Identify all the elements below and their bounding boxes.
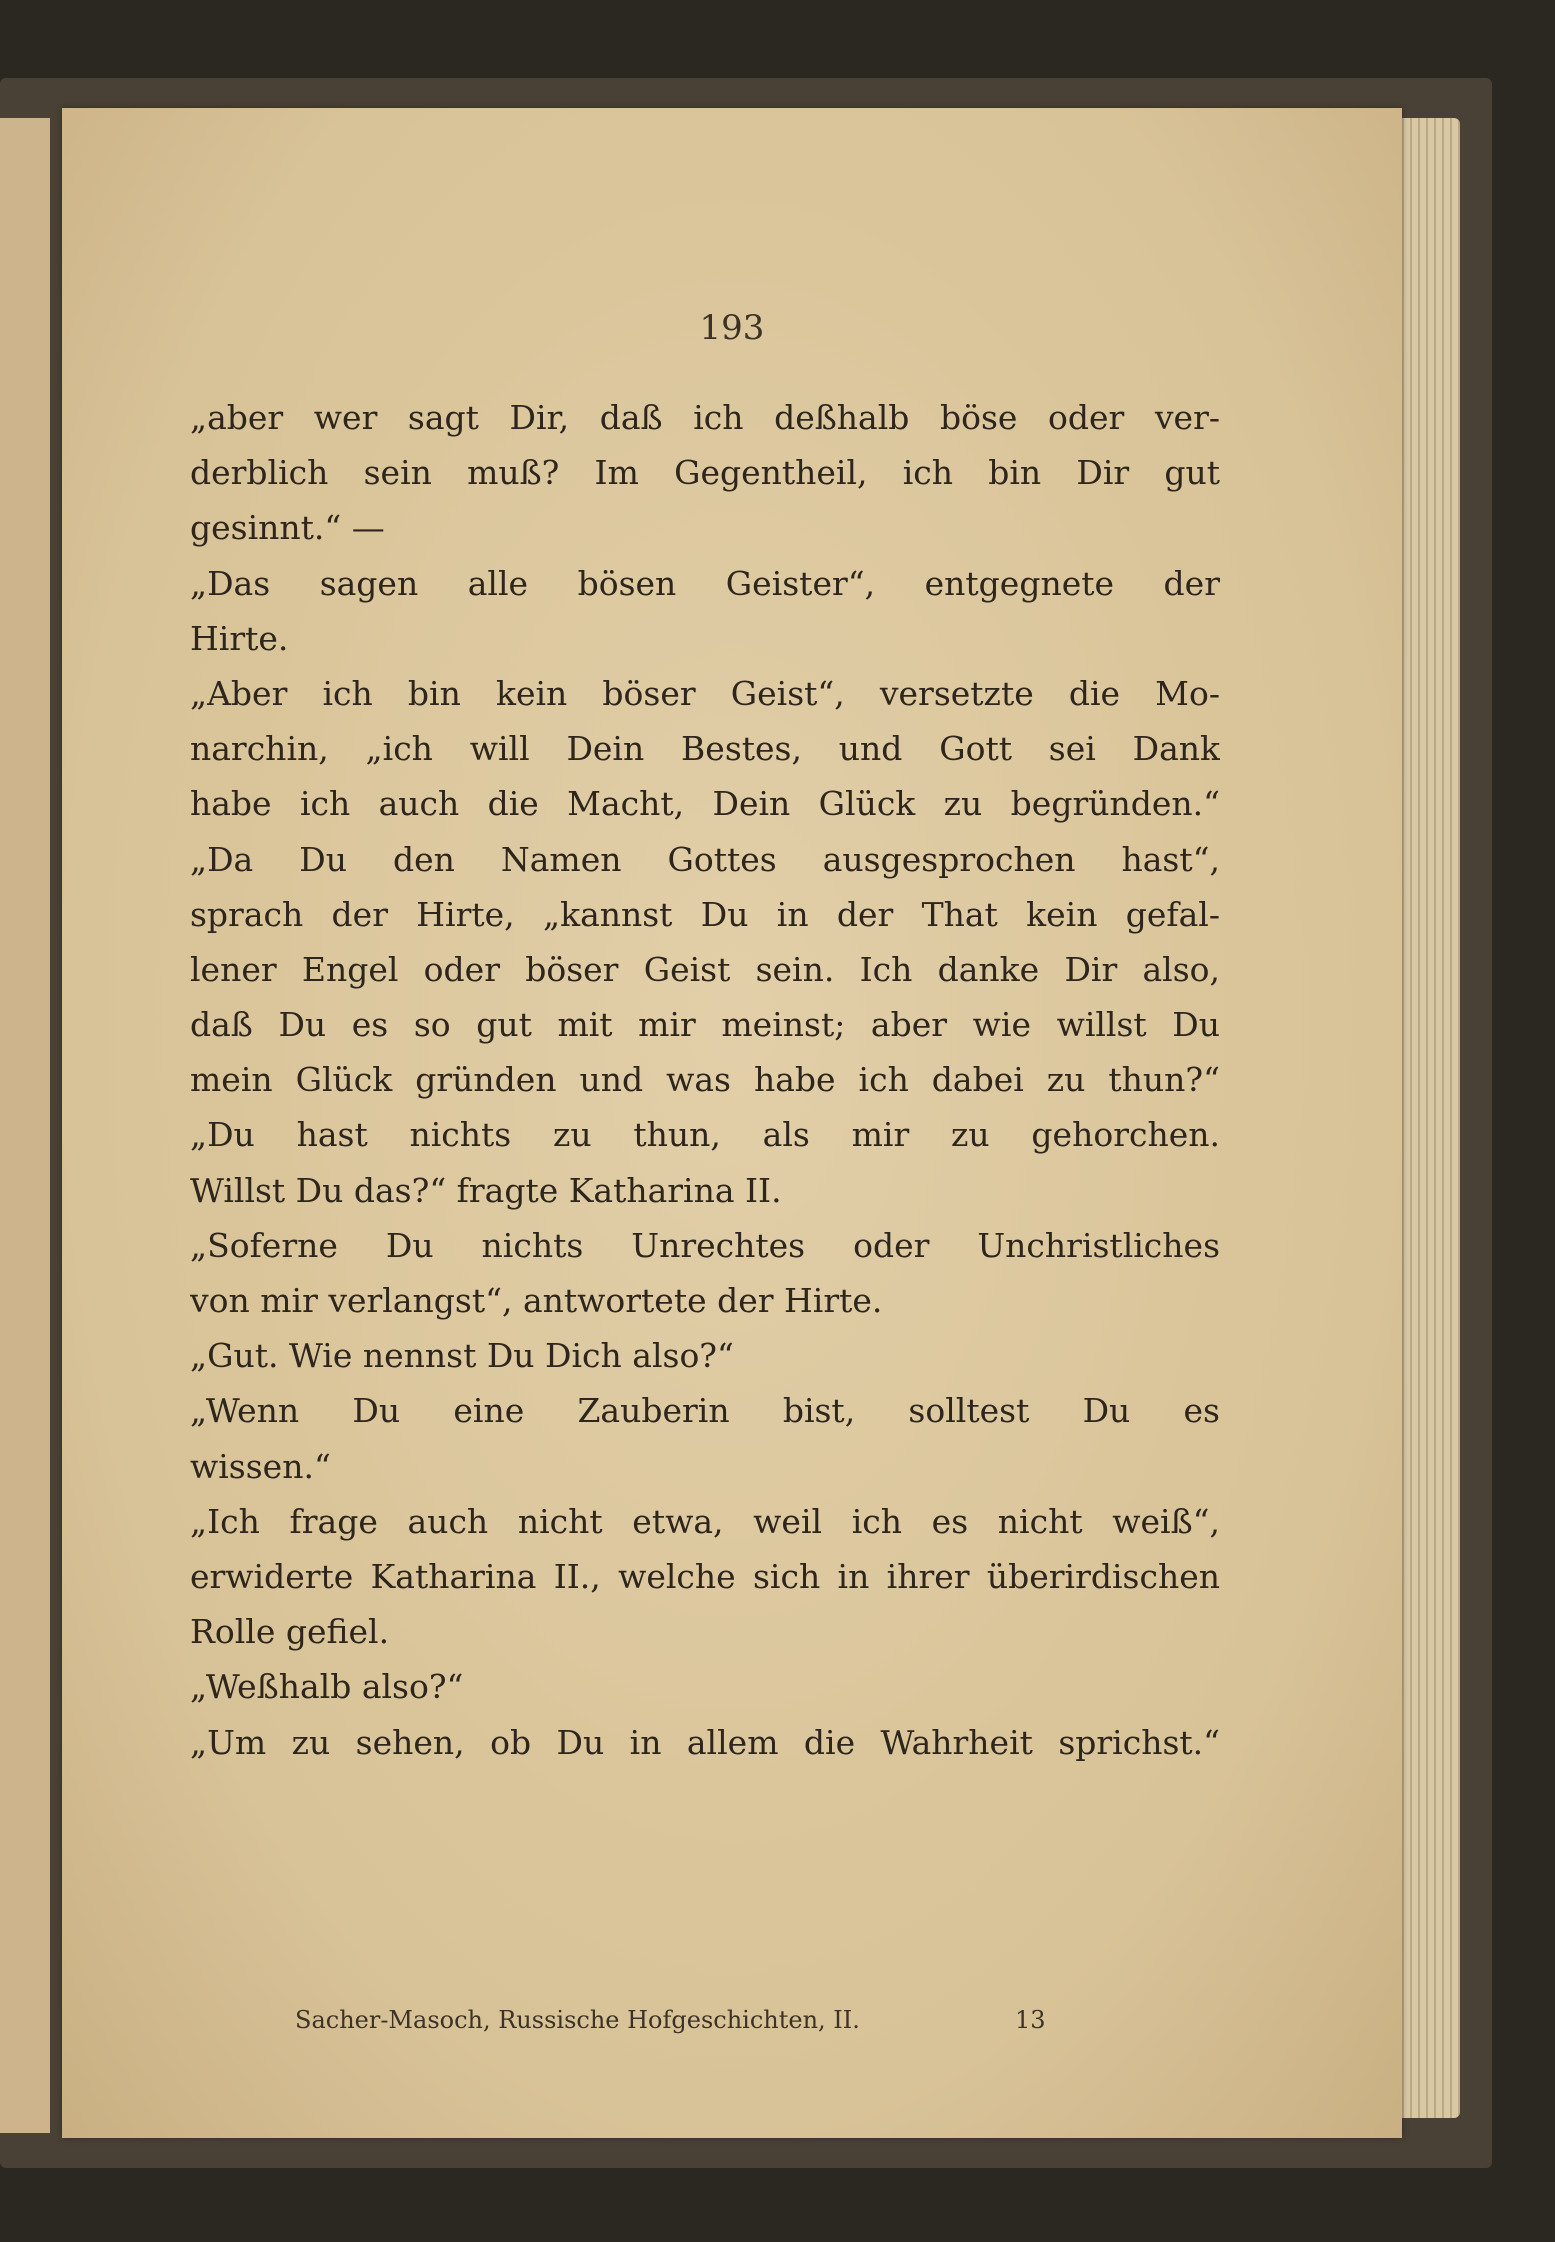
text-line: „Weßhalb also?“: [190, 1667, 464, 1707]
text-line: gesinnt.“ —: [190, 508, 385, 548]
text-line: narchin, „ich will Dein Bestes, und Gott sei Dank: [190, 729, 1220, 769]
text-line: daß Du es so gut mit mir meinst; aber wie willst Du: [190, 1005, 1220, 1045]
text-line: von mir verlangst“, antwortete der Hirte.: [190, 1281, 883, 1320]
text-line: „Gut. Wie nennst Du Dich also?“: [190, 1336, 734, 1376]
text-line: sprach der Hirte, „kannst Du in der That kein gefal-: [190, 894, 1220, 934]
text-line: wissen.“: [190, 1446, 331, 1486]
text-line: lener Engel oder böser Geist sein. Ich danke Dir also,: [190, 949, 1220, 989]
text-line: „Soferne Du nichts Unrechtes oder Unchristliches: [190, 1225, 1220, 1265]
sheet-number: 13: [1015, 2006, 1046, 2034]
text-line: „Du hast nichts zu thun, als mir zu gehorchen.: [190, 1115, 1220, 1155]
page-footer: [190, 2006, 1220, 2046]
text-line: Hirte.: [190, 618, 289, 658]
text-line: derblich sein muß? Im Gegentheil, ich bin Dir gut: [190, 453, 1220, 493]
page-number: 193: [699, 308, 765, 348]
text-line: erwiderte Katharina II., welche sich in ihrer überirdischen: [190, 1556, 1220, 1596]
text-line: Willst Du das?“ fragte Katharina II.: [190, 1170, 782, 1210]
text-line: habe ich auch die Macht, Dein Glück zu begründen.“: [190, 784, 1220, 824]
text-line: „aber wer sagt Dir, daß ich deßhalb böse oder ver-: [190, 398, 1220, 437]
text-line: „Wenn Du eine Zauberin bist, solltest Du es: [190, 1391, 1220, 1431]
printer-signature: Sacher-Masoch, Russische Hofgeschichten, II.: [295, 2006, 860, 2034]
text-line: „Ich frage auch nicht etwa, weil ich es nicht weiß“,: [190, 1501, 1220, 1541]
text-line: Rolle gefiel.: [190, 1612, 390, 1652]
text-line: „Aber ich bin kein böser Geist“, versetzte die Mo-: [190, 673, 1220, 713]
text-line: „Um zu sehen, ob Du in allem die Wahrheit sprichst.“: [190, 1722, 1220, 1762]
text-line: „Das sagen alle bösen Geister“, entgegnete der: [190, 563, 1220, 603]
text-line: „Da Du den Namen Gottes ausgesprochen hast“,: [190, 839, 1220, 879]
body-text: [190, 390, 1220, 1770]
book-page: [62, 108, 1402, 2138]
left-page-edge: [0, 118, 50, 2133]
text-line: mein Glück gründen und was habe ich dabei zu thun?“: [190, 1060, 1220, 1100]
